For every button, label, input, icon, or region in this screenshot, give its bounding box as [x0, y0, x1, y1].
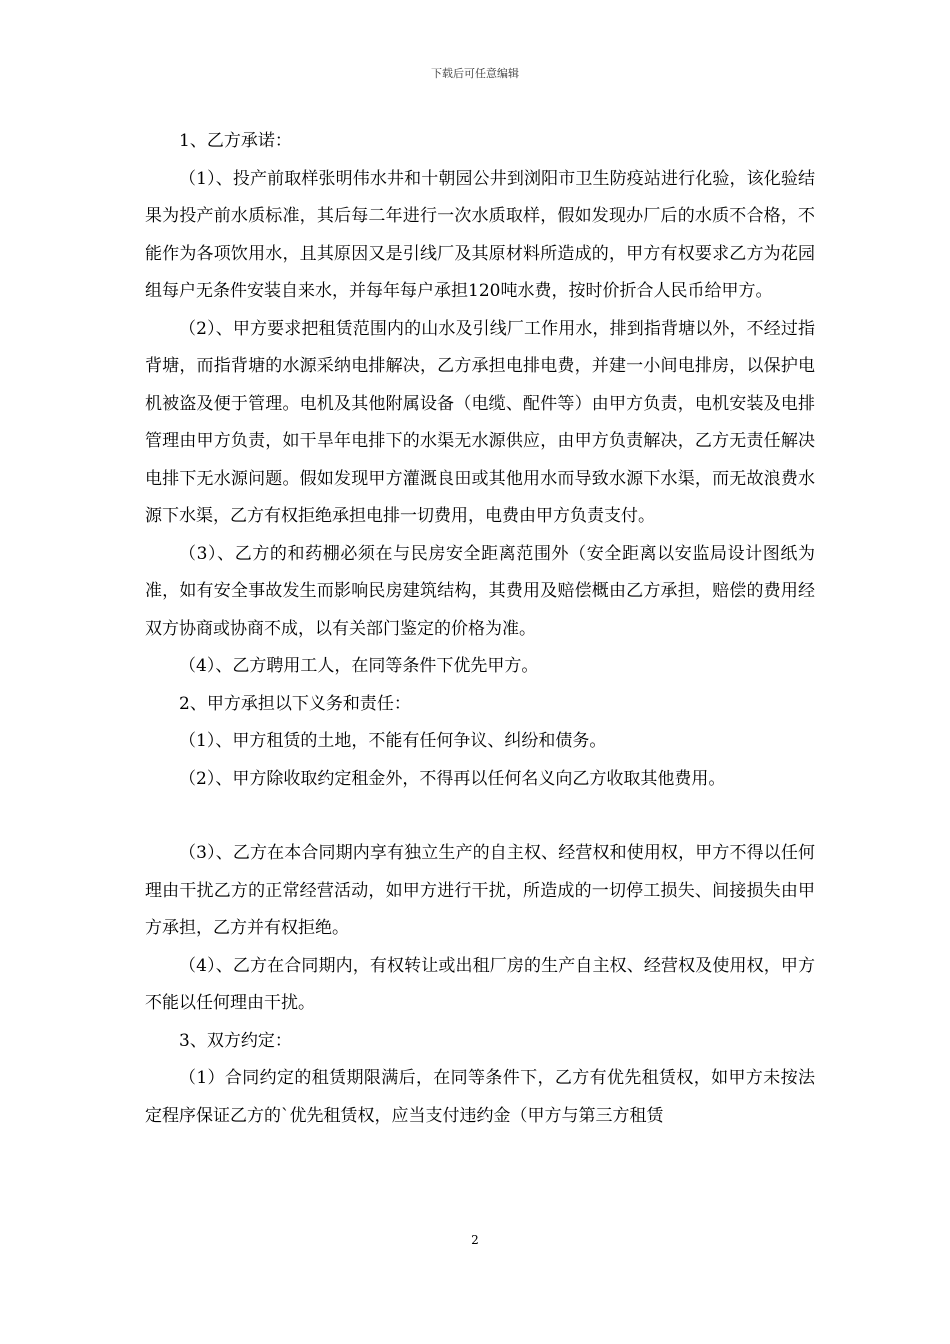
- paragraph-section-2-heading: 2、甲方承担以下义务和责任：: [179, 693, 411, 714]
- paragraph-section-1-heading: 1、乙方承诺：: [179, 131, 292, 151]
- paragraph-1-2: （2）、甲方要求把租赁范围内的山水及引线厂工作用水，排到指背塘以外，不经过指背塘，而指背塘的水源采纳电排解决，乙方承担电排电费，并建一小间电排房，以保护电机被盗及便于管理。电机及其他附属设备（电缆、配件等）由甲方负责，电机安装及电排管理由甲方负责，如干旱年电排下的水渠无水源供应，由甲方负责解决，乙方无责任解决电排下无水源问题。假如发现甲方灌溉良田或其他用水而导致水源下水渠，而无故浪费水源下水渠，乙方有权拒绝承担电排一切费用，电费由甲方负责支付。: [145, 318, 815, 526]
- paragraph-2-4: （4）、乙方在合同期内，有权转让或出租厂房的生产自主权、经营权及使用权，甲方不能以任何理由干扰。: [145, 955, 815, 1013]
- paragraph-2-1: （1）、甲方租赁的土地，不能有任何争议、纠纷和债务。: [179, 731, 607, 751]
- paragraph-section-3-heading: 3、双方约定：: [179, 1030, 292, 1051]
- paragraph-1-3: （3）、乙方的和药棚必须在与民房安全距离范围外（安全距离以安监局设计图纸为准，如有安全事故发生而影响民房建筑结构，其费用及赔偿概由乙方承担，赔偿的费用经双方协商或协商不成，以有关部门鉴定的价格为准。: [145, 543, 815, 639]
- paragraph-3-1: （1）合同约定的租赁期限满后，在同等条件下，乙方有优先租赁权，如甲方未按法定程序保证乙方的`优先租赁权，应当支付违约金（甲方与第三方租赁: [145, 1068, 815, 1126]
- page-header: 下载后可任意编辑: [431, 67, 519, 80]
- paragraph-1-4: （4）、乙方聘用工人，在同等条件下优先甲方。: [179, 656, 539, 676]
- paragraph-1-1: （1）、投产前取样张明伟水井和十朝园公井到浏阳市卫生防疫站进行化验，该化验结果为投产前水质标准，其后每二年进行一次水质取样，假如发现办厂后的水质不合格，不能作为各项饮用水，且其原因又是引线厂及其原材料所造成的，甲方有权要求乙方为花园组每户无条件安装自来水，并每年每户承担120吨水费，按时价折合人民币给甲方。: [145, 168, 815, 301]
- paragraph-2-2: （2）、甲方除收取约定租金外，不得再以任何名义向乙方收取其他费用。: [179, 768, 726, 789]
- paragraph-2-3: （3）、乙方在本合同期内享有独立生产的自主权、经营权和使用权，甲方不得以任何理由干扰乙方的正常经营活动，如甲方进行干扰，所造成的一切停工损失、间接损失由甲方承担，乙方并有权拒绝。: [145, 843, 815, 938]
- document-body: [145, 123, 815, 1135]
- blank-line: [145, 798, 815, 835]
- page-number: 2: [471, 1233, 479, 1247]
